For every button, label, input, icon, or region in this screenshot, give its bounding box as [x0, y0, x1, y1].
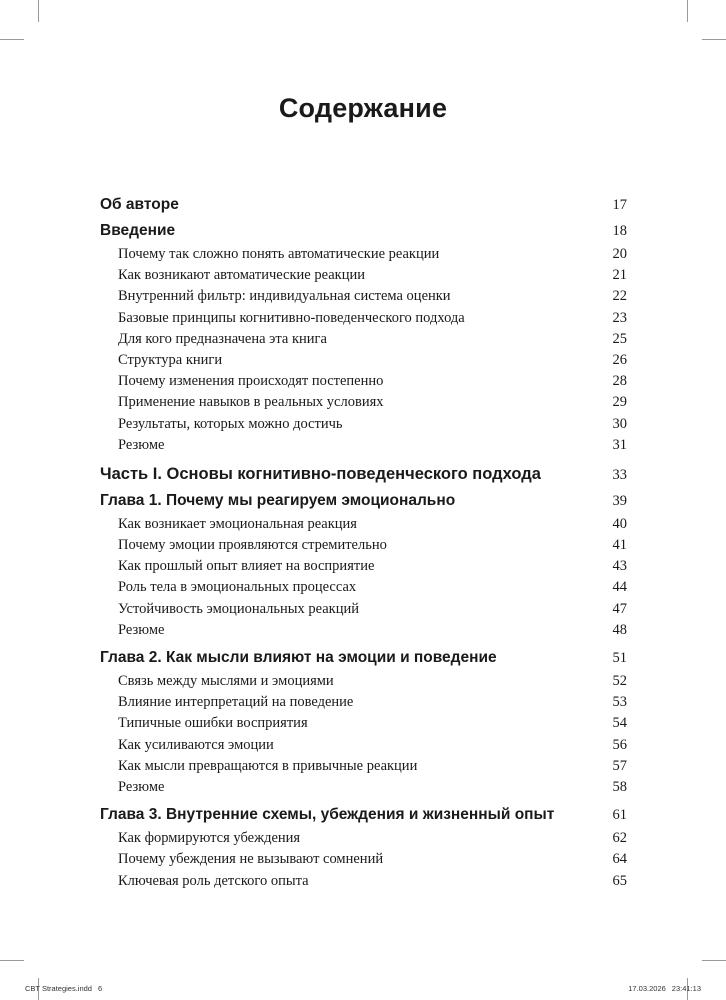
toc-subentry	[100, 265, 627, 286]
toc-page-number: 56	[612, 736, 627, 753]
crop-mark	[38, 0, 39, 22]
toc-page-number: 64	[612, 851, 627, 868]
toc-subentry	[100, 777, 627, 798]
toc-page-number: 41	[612, 537, 627, 554]
toc-entry	[100, 218, 627, 244]
toc-entry-title: Базовые принципы когнитивно-поведенческого подхода	[118, 309, 465, 326]
toc-entry-title: Как возникают автоматические реакции	[118, 267, 365, 284]
toc-entry-title: Об авторе	[100, 196, 179, 213]
toc-subentry	[100, 414, 627, 435]
toc-entry-title: Почему убеждения не вызывают сомнений	[118, 851, 384, 868]
toc-entry-title: Как возникает эмоциональная реакция	[118, 515, 357, 532]
table-of-contents	[100, 192, 627, 892]
toc-subentry	[100, 577, 627, 598]
toc-entry	[100, 488, 627, 514]
toc-entry-title: Почему так сложно понять автоматические реакции	[118, 246, 440, 262]
footer-sheet-number: 6	[97, 984, 103, 993]
toc-page-number: 31	[612, 436, 627, 453]
toc-subentry	[100, 435, 627, 456]
toc-subentry	[100, 620, 627, 641]
toc-entry-title: Влияние интерпретаций на поведение	[118, 694, 354, 711]
toc-entry-title: Результаты, которых можно достичь	[118, 415, 343, 432]
toc-page-number: 62	[612, 830, 627, 847]
toc-page-number: 51	[612, 650, 627, 666]
toc-subentry	[100, 849, 627, 870]
toc-page-number: 43	[612, 558, 627, 575]
toc-subentry	[100, 350, 627, 371]
toc-page-number: 61	[612, 807, 627, 824]
toc-page-number: 40	[612, 515, 627, 532]
toc-subentry	[100, 671, 627, 692]
toc-entry	[100, 192, 627, 218]
toc-part-entry	[100, 460, 627, 488]
footer-file-name: CBT Strategies.indd	[25, 984, 92, 993]
toc-entry-title: Структура книги	[118, 351, 223, 368]
toc-entry-title: Почему эмоции проявляются стремительно	[118, 537, 387, 554]
toc-subentry	[100, 556, 627, 577]
toc-entry-title: Роль тела в эмоциональных процессах	[118, 579, 357, 596]
toc-subentry	[100, 392, 627, 413]
crop-mark	[0, 39, 24, 40]
toc-entry-title: Как мысли превращаются в привычные реакции	[118, 757, 418, 774]
toc-page-number: 28	[612, 373, 627, 390]
toc-subentry	[100, 828, 627, 849]
toc-entry-title: Как прошлый опыт влияет на восприятие	[118, 558, 375, 575]
toc-subentry	[100, 514, 627, 535]
toc-page-number: 21	[612, 267, 627, 284]
toc-page-number: 39	[612, 492, 627, 509]
page-title: Содержание	[278, 93, 448, 123]
toc-entry-title: Глава 1. Почему мы реагируем эмоционально	[100, 491, 456, 509]
toc-subentry	[100, 599, 627, 620]
crop-mark	[702, 39, 726, 40]
toc-subentry	[100, 713, 627, 734]
toc-entry-title: Внутренний фильтр: индивидуальная система оценки	[118, 288, 451, 305]
toc-page-number: 23	[612, 309, 627, 326]
toc-entry-title: Глава 3. Внутренние схемы, убеждения и жизненный опыт	[100, 806, 555, 824]
toc-entry-title: Устойчивость эмоциональных реакций	[118, 600, 359, 617]
toc-page-number: 29	[612, 394, 627, 411]
footer-file-info	[25, 984, 108, 993]
toc-page-number: 47	[612, 600, 627, 617]
toc-page-number: 22	[612, 288, 627, 305]
toc-page-number: 33	[612, 466, 627, 483]
toc-subentry	[100, 371, 627, 392]
toc-subentry	[100, 329, 627, 350]
toc-subentry	[100, 244, 627, 265]
footer-date: 17.03.2026	[628, 984, 666, 993]
toc-entry	[100, 645, 627, 671]
toc-entry-title: Как формируются убеждения	[118, 830, 301, 847]
toc-entry-title: Типичные ошибки восприятия	[118, 715, 308, 732]
toc-entry-title: Для кого предназначена эта книга	[118, 330, 327, 347]
toc-entry-title: Введение	[100, 222, 176, 239]
toc-entry-title: Глава 2. Как мысли влияют на эмоции и поведение	[100, 649, 497, 666]
toc-subentry	[100, 286, 627, 307]
toc-page-number: 52	[612, 673, 627, 689]
toc-page-number: 25	[612, 330, 627, 347]
toc-entry-title: Связь между мыслями и эмоциями	[118, 673, 334, 689]
toc-page-number: 17	[612, 197, 627, 213]
toc-entry-title: Почему изменения происходят постепенно	[118, 373, 384, 390]
toc-entry-title: Резюме	[118, 436, 165, 453]
toc-entry-title: Резюме	[118, 621, 165, 638]
toc-subentry	[100, 735, 627, 756]
footer-timestamp	[622, 984, 701, 993]
crop-mark	[702, 960, 726, 961]
toc-subentry	[100, 871, 627, 892]
toc-subentry	[100, 535, 627, 556]
toc-page-number: 65	[612, 872, 627, 889]
toc-page-number: 53	[612, 694, 627, 711]
toc-page-number: 48	[612, 621, 627, 638]
toc-entry-title: Как усиливаются эмоции	[118, 736, 274, 753]
toc-entry-title: Резюме	[118, 778, 165, 795]
footer-time: 23:41:13	[671, 984, 701, 993]
crop-mark	[0, 960, 24, 961]
toc-entry-title: Часть I. Основы когнитивно-поведенческого подхода	[100, 464, 541, 483]
crop-mark	[687, 0, 688, 22]
toc-entry-title: Применение навыков в реальных условиях	[118, 394, 384, 411]
toc-page-number: 58	[612, 778, 627, 795]
toc-page-number: 26	[612, 351, 627, 368]
toc-entry-title: Ключевая роль детского опыта	[118, 872, 309, 889]
toc-subentry	[100, 308, 627, 329]
toc-subentry	[100, 756, 627, 777]
toc-page-number: 18	[612, 223, 627, 239]
toc-page-number: 54	[612, 715, 627, 732]
toc-page-number: 44	[612, 579, 627, 596]
toc-page-number: 30	[612, 415, 627, 432]
toc-entry	[100, 802, 627, 828]
toc-subentry	[100, 692, 627, 713]
toc-page-number: 20	[612, 246, 627, 262]
toc-page-number: 57	[612, 757, 627, 774]
